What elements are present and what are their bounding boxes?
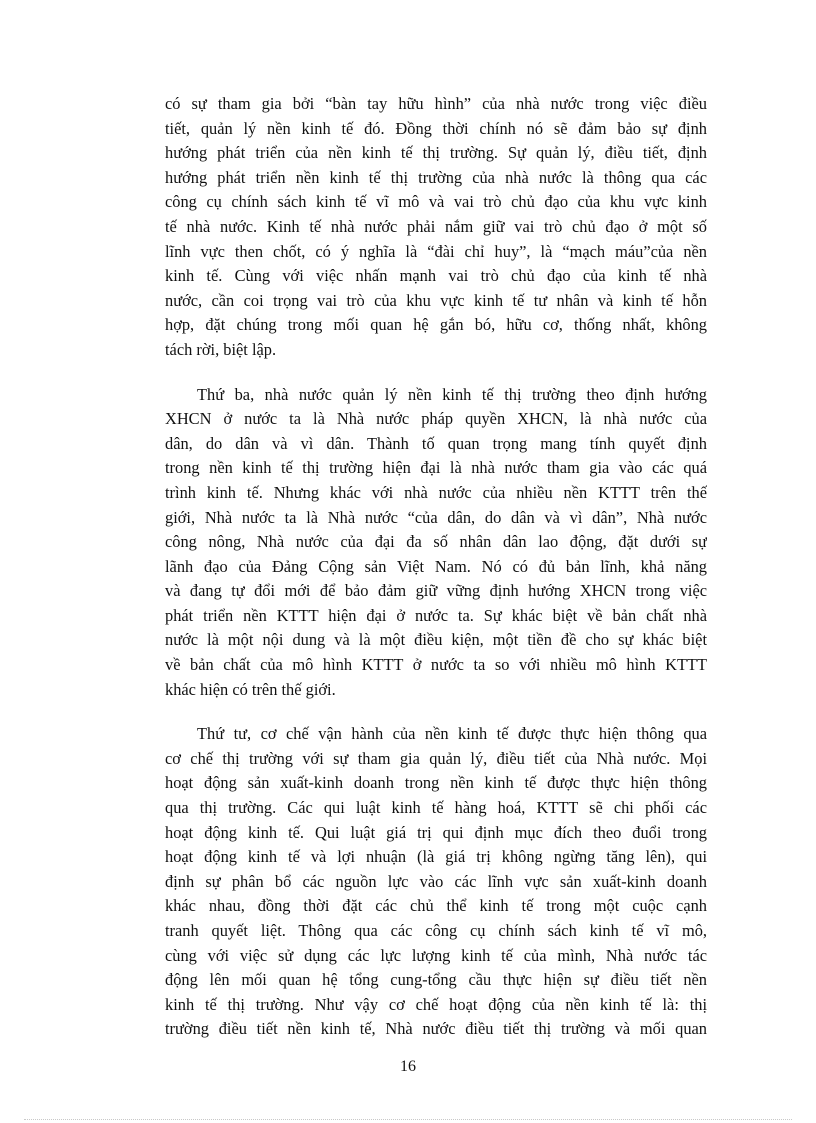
- text-line: lĩnh vực then chốt, có ý nghĩa là “đài chỉ huy”, là “mạch máu”của nền: [165, 241, 707, 261]
- text-line: qua thị trường. Các qui luật kinh tế hàng hoá, KTTT sẽ chi phối các: [165, 798, 707, 818]
- paragraph-3: [165, 722, 707, 1042]
- text-line: trình kinh tế. Nhưng khác với nhà nước của nhiều nền KTTT trên thế: [165, 482, 707, 502]
- text-line: giới, Nhà nước ta là Nhà nước “của dân, do dân và vì dân”, Nhà nước: [165, 507, 707, 527]
- text-line: công nông, Nhà nước của đại đa số nhân dân lao động, đặt dưới sự: [165, 532, 707, 552]
- text-line: nước, cần coi trọng vai trò của khu vực kinh tế tư nhân và kinh tế hỗn: [165, 290, 707, 310]
- text-line: trong nền kinh tế thị trường hiện đại là nhà nước tham gia vào các quá: [165, 458, 707, 478]
- text-line: khác nhau, đồng thời đặt các chủ thể kinh tế trong một cuộc cạnh: [165, 896, 707, 916]
- text-line: về bản chất của mô hình KTTT ở nước ta so với nhiều mô hình KTTT: [165, 655, 707, 675]
- text-line: Thứ tư, cơ chế vận hành của nền kinh tế được thực hiện thông qua: [197, 724, 707, 744]
- text-line: công cụ chính sách kinh tế vĩ mô và vai trò chủ đạo của khu vực kinh: [165, 192, 707, 212]
- paragraph-2: [165, 383, 707, 703]
- text-line: lãnh đạo của Đảng Cộng sản Việt Nam. Nó có đủ bản lĩnh, khả năng: [165, 556, 707, 576]
- text-line: dân, do dân và vì dân. Thành tố quan trọng mang tính quyết định: [165, 433, 707, 453]
- text-line: khác hiện có trên thế giới.: [165, 679, 336, 699]
- text-line: Thứ ba, nhà nước quản lý nền kinh tế thị trường theo định hướng: [197, 384, 707, 404]
- text-line: động lên mối quan hệ tổng cung-tổng cầu thực hiện sự điều tiết nền: [165, 970, 707, 990]
- text-line: tế nhà nước. Kinh tế nhà nước phải nắm giữ vai trò chủ đạo ở một số: [165, 216, 707, 236]
- footer-divider: [24, 1119, 792, 1120]
- text-line: có sự tham gia bởi “bàn tay hữu hình” của nhà nước trong việc điều: [165, 94, 707, 113]
- text-line: XHCN ở nước ta là Nhà nước pháp quyền XHCN, là nhà nước của: [165, 409, 707, 429]
- text-line: định sự phân bổ các nguồn lực vào các lĩnh vực sản xuất-kinh doanh: [165, 871, 707, 891]
- paragraph-1: [165, 92, 707, 363]
- text-line: và đang tự đổi mới để bảo đảm giữ vững định hướng XHCN trong việc: [165, 581, 707, 601]
- text-line: trường điều tiết nền kinh tế, Nhà nước điều tiết thị trường và mối quan: [165, 1019, 707, 1039]
- document-body: [165, 92, 707, 1042]
- text-line: hướng phát triển của nền kinh tế thị trường. Sự quản lý, điều tiết, định: [165, 143, 707, 163]
- text-line: kinh tế thị trường. Như vậy cơ chế hoạt động của nền kinh tế là: thị: [165, 994, 707, 1014]
- text-line: hoạt động kinh tế và lợi nhuận (là giá trị không ngừng tăng lên), qui: [165, 847, 707, 867]
- text-line: hướng phát triển nền kinh tế thị trường của nhà nước là thông qua các: [165, 167, 707, 187]
- text-line: tranh quyết liệt. Thông qua các công cụ chính sách kinh tế vĩ mô,: [165, 921, 707, 940]
- text-line: hoạt động sản xuất-kinh doanh trong nền kinh tế được thực hiện thông: [165, 773, 707, 793]
- text-line: cơ chế thị trường với sự tham gia quản lý, điều tiết của Nhà nước. Mọi: [165, 748, 707, 768]
- text-line: kinh tế. Cùng với việc nhấn mạnh vai trò chủ đạo của kinh tế nhà: [165, 266, 707, 286]
- page-number: 16: [400, 1058, 416, 1075]
- text-line: tiết, quản lý nền kinh tế đó. Đồng thời chính nó sẽ đảm bảo sự định: [165, 118, 707, 138]
- text-line: cùng với việc sử dụng các lực lượng kinh tế của mình, Nhà nước tác: [165, 945, 707, 965]
- text-line: tách rời, biệt lập.: [165, 339, 277, 359]
- text-line: phát triển nền KTTT hiện đại ở nước ta. Sự khác biệt về bản chất nhà: [165, 605, 707, 625]
- text-line: hoạt động kinh tế. Qui luật giá trị qui định mục đích theo đuổi trong: [165, 822, 707, 842]
- text-line: hợp, đặt chúng trong mối quan hệ gắn bó, hữu cơ, thống nhất, không: [165, 315, 707, 335]
- text-line: nước là một nội dung và là một điều kiện, một tiền đề cho sự khác biệt: [165, 630, 707, 650]
